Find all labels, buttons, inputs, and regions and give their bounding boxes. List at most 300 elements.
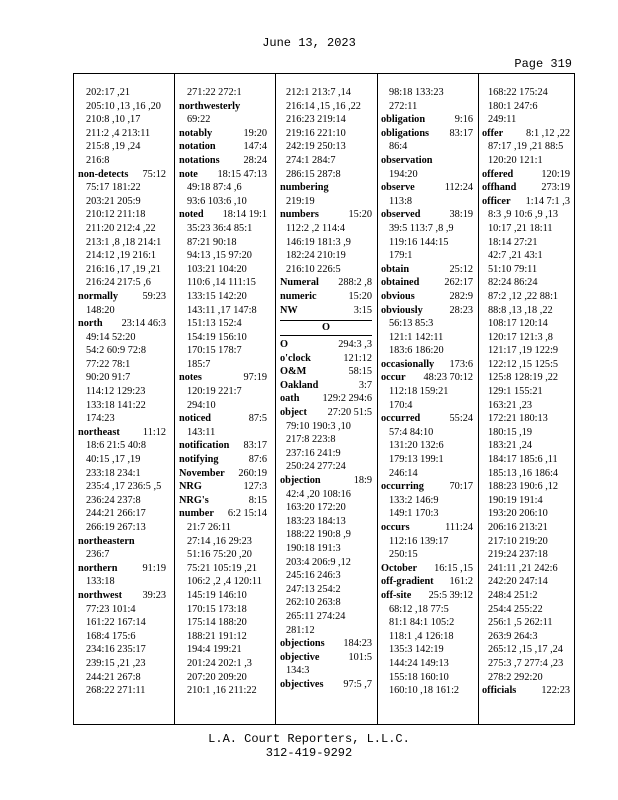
page-line-refs: 18:14 27:21 <box>488 236 538 248</box>
page-number: Page 319 <box>514 57 572 71</box>
index-term: notes <box>179 372 202 384</box>
page-line-refs: 146:19 181:3 ,9 <box>286 236 351 248</box>
page-line-refs: 175:14 188:20 <box>187 617 247 629</box>
index-continuation-line <box>179 317 271 331</box>
index-entry <box>381 575 475 589</box>
index-continuation-line <box>280 433 374 447</box>
index-term: off-site <box>381 589 412 601</box>
index-continuation-line <box>179 195 271 209</box>
page-line-refs: 51:10 79:11 <box>488 263 538 275</box>
page-line-refs: 106:2 ,2 ,4 120:11 <box>187 576 262 588</box>
index-term: objectives <box>280 678 324 690</box>
index-entry <box>280 379 374 393</box>
page-line-refs: 90:20 91:7 <box>86 372 131 384</box>
page-line-refs: 147:4 <box>243 141 267 153</box>
index-term: notifying <box>179 454 219 466</box>
page-line-refs: 193:20 206:10 <box>488 508 548 520</box>
page-line-refs: 249:11 <box>488 114 517 126</box>
page-line-refs: 237:16 241:9 <box>286 447 341 459</box>
index-continuation-line <box>78 208 170 222</box>
page-line-refs: 15:20 <box>348 290 372 302</box>
column-divider <box>478 74 479 724</box>
index-continuation-line <box>482 208 574 222</box>
reporter-name: L.A. Court Reporters, L.L.C. <box>208 732 410 746</box>
index-entry <box>179 507 271 521</box>
index-entry <box>280 678 374 692</box>
index-continuation-line <box>482 344 574 358</box>
page-line-refs: 1:14 7:1 ,3 <box>525 195 570 207</box>
index-term: O&M <box>280 366 307 378</box>
page-line-refs: 194:4 199:21 <box>187 644 242 656</box>
index-continuation-line <box>179 236 271 250</box>
index-continuation-line <box>78 507 170 521</box>
page-line-refs: 242:19 250:13 <box>286 141 346 153</box>
index-continuation-line <box>381 453 475 467</box>
index-continuation-line <box>482 100 574 114</box>
page-line-refs: 272:11 <box>389 100 418 112</box>
index-continuation-line <box>78 86 170 100</box>
index-continuation-line <box>179 331 271 345</box>
index-continuation-line <box>78 480 170 494</box>
index-continuation-line <box>381 249 475 263</box>
column-divider <box>275 74 276 724</box>
index-term: occasionally <box>381 358 435 370</box>
page-line-refs: 111:24 <box>445 522 473 533</box>
page-line-refs: 282:9 <box>449 290 473 302</box>
page-line-refs: 163:20 172:20 <box>286 502 346 514</box>
index-term: O <box>280 339 289 351</box>
index-continuation-line <box>78 140 170 154</box>
page-line-refs: 82:24 86:24 <box>488 277 538 289</box>
index-continuation-line <box>280 222 374 236</box>
index-entry <box>179 371 271 385</box>
index-continuation-line <box>78 575 170 589</box>
index-term: occurring <box>381 481 424 493</box>
page-line-refs: 161:2 <box>449 576 473 588</box>
page-line-refs: 39:5 113:7 ,8 ,9 <box>389 222 454 234</box>
page-line-refs: 188:21 191:12 <box>187 630 247 642</box>
index-entry <box>280 208 374 222</box>
index-continuation-line <box>381 643 475 657</box>
page-line-refs: 15:20 <box>348 209 372 221</box>
index-term: obtained <box>381 277 420 289</box>
page-line-refs: 148:20 <box>86 304 115 316</box>
page-line-refs: 173:6 <box>449 358 473 370</box>
page-line-refs: 174:23 <box>86 413 115 425</box>
index-continuation-line <box>482 467 574 481</box>
page-line-refs: 149:1 170:3 <box>389 508 439 520</box>
page-line-refs: 244:21 267:8 <box>86 671 141 683</box>
index-continuation-line <box>78 331 170 345</box>
index-entry <box>381 113 475 127</box>
page-line-refs: 233:18 234:1 <box>86 467 141 479</box>
index-term: numbering <box>280 182 329 194</box>
index-continuation-line <box>280 263 374 277</box>
page-line-refs: 190:18 191:3 <box>286 543 341 554</box>
page-line-refs: 183:21 ,24 <box>488 440 533 452</box>
index-continuation-line <box>381 603 475 617</box>
index-continuation-line <box>482 412 574 426</box>
index-entry <box>78 168 170 182</box>
index-term: objective <box>280 651 320 663</box>
index-continuation-line <box>179 548 271 562</box>
index-continuation-line <box>78 548 170 562</box>
index-entry <box>381 154 475 168</box>
page-line-refs: 59:23 <box>142 290 166 302</box>
index-continuation-line <box>280 100 374 114</box>
page-line-refs: 275:3 ,7 277:4 ,23 <box>488 657 564 669</box>
index-term: obligation <box>381 114 426 126</box>
page-line-refs: 219:24 237:18 <box>488 549 548 561</box>
page-line-refs: 77:23 101:4 <box>86 603 136 615</box>
index-continuation-line <box>280 154 374 168</box>
index-continuation-line <box>381 507 475 521</box>
index-continuation-line <box>179 181 271 195</box>
page-line-refs: 271:22 272:1 <box>187 87 242 98</box>
index-continuation-line <box>381 140 475 154</box>
page-line-refs: 27:20 51:5 <box>327 407 372 419</box>
index-continuation-line <box>280 195 374 209</box>
page-line-refs: 86:4 <box>389 141 408 153</box>
index-continuation-line <box>280 447 374 461</box>
index-continuation-line <box>482 290 574 304</box>
page-line-refs: 216:14 ,15 ,16 ,22 <box>286 100 361 112</box>
page-line-refs: 185:13 ,16 186:4 <box>488 467 559 479</box>
page-line-refs: 108:17 120:14 <box>488 318 548 330</box>
index-continuation-line <box>280 501 374 515</box>
index-continuation-line <box>482 236 574 250</box>
index-entry <box>381 562 475 576</box>
index-continuation-line <box>381 671 475 685</box>
index-continuation-line <box>78 494 170 508</box>
page-line-refs: 214:12 ,19 216:1 <box>86 250 157 262</box>
page-line-refs: 294:3 ,3 <box>338 339 372 351</box>
page-line-refs: 144:24 149:13 <box>389 657 449 669</box>
index-continuation-line <box>381 222 475 236</box>
page-line-refs: 87:2 ,12 ,22 88:1 <box>488 290 559 302</box>
index-continuation-line <box>179 630 271 644</box>
page-line-refs: 75:17 181:22 <box>86 182 141 194</box>
page-line-refs: 278:2 292:20 <box>488 671 543 683</box>
index-column-3 <box>280 86 374 692</box>
page-line-refs: 262:10 263:8 <box>286 597 341 609</box>
index-continuation-line <box>179 562 271 576</box>
index-continuation-line <box>482 630 574 644</box>
index-continuation-line <box>78 276 170 290</box>
index-entry <box>482 684 574 698</box>
page-line-refs: 241:11 ,21 242:6 <box>488 562 558 574</box>
index-entry <box>179 100 271 114</box>
index-entry <box>179 480 271 494</box>
index-term: object <box>280 407 307 419</box>
index-continuation-line <box>482 480 574 494</box>
page-line-refs: 120:19 221:7 <box>187 386 242 398</box>
index-continuation-line <box>482 331 574 345</box>
index-entry <box>179 412 271 426</box>
index-continuation-line <box>482 657 574 671</box>
index-continuation-line <box>482 507 574 521</box>
index-entry <box>78 317 170 331</box>
page-line-refs: 163:21 ,23 <box>488 399 533 411</box>
index-continuation-line <box>381 399 475 413</box>
page-line-refs: 246:14 <box>389 467 418 479</box>
page-line-refs: 68:12 ,18 77:5 <box>389 603 449 615</box>
index-entry <box>482 181 574 195</box>
page-line-refs: 10:17 ,21 18:11 <box>488 222 553 234</box>
page-line-refs: 268:22 271:11 <box>86 685 146 697</box>
index-term: occurs <box>381 522 410 533</box>
page-line-refs: 8:15 <box>248 494 267 506</box>
index-term: notably <box>179 127 213 139</box>
page-line-refs: 133:18 <box>86 576 115 588</box>
page-line-refs: 48:23 70:12 <box>423 372 473 384</box>
index-continuation-line <box>78 222 170 236</box>
index-continuation-line <box>381 236 475 250</box>
page-line-refs: 266:19 267:13 <box>86 522 146 533</box>
page-line-refs: 58:15 <box>348 366 372 378</box>
index-continuation-line <box>381 168 475 182</box>
page-line-refs: 134:3 <box>286 665 310 677</box>
index-continuation-line <box>482 575 574 589</box>
index-continuation-line <box>179 535 271 549</box>
page-line-refs: 188:23 190:6 ,12 <box>488 481 559 493</box>
page-line-refs: 274:1 284:7 <box>286 154 336 166</box>
index-entry <box>482 195 574 209</box>
index-entry <box>482 168 574 182</box>
index-continuation-line <box>179 358 271 372</box>
index-continuation-line <box>78 671 170 685</box>
page-line-refs: 119:16 144:15 <box>389 236 449 248</box>
index-continuation-line <box>179 399 271 413</box>
page-line-refs: 172:21 180:13 <box>488 413 548 425</box>
index-entry <box>280 304 374 318</box>
index-term: obtain <box>381 263 410 275</box>
index-entry <box>179 127 271 141</box>
index-continuation-line <box>179 385 271 399</box>
index-continuation-line <box>482 276 574 290</box>
page-line-refs: 93:6 103:6 ,10 <box>187 195 247 207</box>
index-continuation-line <box>280 515 374 529</box>
index-entry <box>280 276 374 290</box>
page-line-refs: 151:13 152:4 <box>187 318 242 330</box>
page-line-refs: 143:11 ,17 147:8 <box>187 304 257 316</box>
page-line-refs: 42:7 ,21 43:1 <box>488 250 543 262</box>
page-line-refs: 133:18 141:22 <box>86 399 146 411</box>
index-entry <box>78 535 170 549</box>
page-line-refs: 217:8 223:8 <box>286 434 336 446</box>
index-term: objection <box>280 475 321 487</box>
page-line-refs: 113:8 <box>389 195 413 207</box>
index-continuation-line <box>482 371 574 385</box>
index-continuation-line <box>280 249 374 263</box>
index-continuation-line <box>280 140 374 154</box>
index-entry <box>381 208 475 222</box>
page-line-refs: 42:4 ,20 108:16 <box>286 488 351 500</box>
index-continuation-line <box>280 113 374 127</box>
column-divider <box>174 74 175 724</box>
index-continuation-line <box>78 399 170 413</box>
page-line-refs: 288:2 ,8 <box>338 277 372 289</box>
index-continuation-line <box>179 86 271 100</box>
index-continuation-line <box>179 521 271 535</box>
index-term: off-gradient <box>381 576 434 588</box>
index-column-1 <box>78 86 170 698</box>
index-continuation-line <box>78 371 170 385</box>
index-entry <box>280 290 374 304</box>
page-line-refs: 18:14 19:1 <box>222 209 267 221</box>
index-continuation-line <box>179 426 271 440</box>
index-continuation-line <box>482 521 574 535</box>
page-line-refs: 234:16 235:17 <box>86 644 146 656</box>
index-entry <box>179 453 271 467</box>
index-continuation-line <box>381 344 475 358</box>
index-continuation-line <box>78 263 170 277</box>
index-continuation-line <box>179 249 271 263</box>
index-continuation-line <box>482 249 574 263</box>
page-line-refs: 16:15 ,15 <box>434 562 473 574</box>
page-line-refs: 18:9 <box>353 475 372 487</box>
index-continuation-line <box>78 412 170 426</box>
index-term: NW <box>280 304 298 316</box>
page-line-refs: 180:1 247:6 <box>488 100 538 112</box>
page-line-refs: 81:1 84:1 105:2 <box>389 617 455 629</box>
index-continuation-line <box>482 358 574 372</box>
page-line-refs: 8:3 ,9 10:6 ,9 ,13 <box>488 209 559 221</box>
page-line-refs: 11:12 <box>142 426 166 438</box>
page-line-refs: 160:10 ,18 161:2 <box>389 685 460 697</box>
index-continuation-line <box>381 684 475 698</box>
page-line-refs: 248:4 251:2 <box>488 589 538 601</box>
index-term: noticed <box>179 413 212 425</box>
index-continuation-line <box>482 86 574 100</box>
index-term: notification <box>179 440 230 452</box>
index-continuation-line <box>78 603 170 617</box>
index-continuation-line <box>280 236 374 250</box>
page-line-refs: 254:4 255:22 <box>488 603 543 615</box>
index-term: officials <box>482 685 517 697</box>
page-line-refs: 121:12 <box>343 352 372 364</box>
page-line-refs: 190:19 191:4 <box>488 494 543 506</box>
page-line-refs: 51:16 75:20 ,20 <box>187 549 252 561</box>
page-line-refs: 40:15 ,17 ,19 <box>86 454 141 466</box>
index-continuation-line <box>482 453 574 467</box>
index-entry <box>179 439 271 453</box>
page-line-refs: 286:15 287:8 <box>286 168 341 180</box>
index-entry <box>179 467 271 481</box>
section-letter-divider: O <box>280 320 372 336</box>
index-continuation-line <box>78 453 170 467</box>
index-continuation-line <box>78 154 170 168</box>
page-line-refs: 121:17 ,19 122:9 <box>488 345 559 357</box>
page-line-refs: 57:4 84:10 <box>389 426 434 438</box>
index-continuation-line <box>381 535 475 549</box>
page-line-refs: 131:20 132:6 <box>389 440 444 452</box>
page-line-refs: 112:24 <box>444 182 473 194</box>
index-term: objections <box>280 638 325 650</box>
index-entry <box>78 426 170 440</box>
page-line-refs: 211:2 ,4 213:11 <box>86 127 151 139</box>
index-continuation-line <box>78 181 170 195</box>
page-line-refs: 70:17 <box>449 481 473 493</box>
page-line-refs: 87:21 90:18 <box>187 236 237 248</box>
page-line-refs: 194:20 <box>389 168 418 180</box>
page-line-refs: 203:4 206:9 ,12 <box>286 556 351 568</box>
index-term: October <box>381 562 418 574</box>
index-continuation-line <box>381 630 475 644</box>
page-line-refs: 145:19 146:10 <box>187 589 247 601</box>
page-line-refs: 112:16 139:17 <box>389 535 449 547</box>
page-date: June 13, 2023 <box>262 36 356 50</box>
index-entry <box>381 412 475 426</box>
index-continuation-line <box>78 358 170 372</box>
page-line-refs: 101:5 <box>348 651 372 663</box>
page-line-refs: 210:8 ,10 ,17 <box>86 114 141 126</box>
page-line-refs: 185:7 <box>187 358 211 370</box>
page-line-refs: 6:2 15:14 <box>227 508 267 520</box>
index-term: offered <box>482 168 514 180</box>
index-continuation-line <box>179 290 271 304</box>
index-continuation-line <box>482 304 574 318</box>
page-line-refs: 21:7 26:11 <box>187 522 231 533</box>
page-line-refs: 219:19 <box>286 195 315 207</box>
page-line-refs: 210:1 ,16 211:22 <box>187 685 257 697</box>
index-continuation-line <box>381 195 475 209</box>
page-line-refs: 179:13 199:1 <box>389 454 444 466</box>
index-term: occurred <box>381 413 421 425</box>
index-continuation-line <box>482 548 574 562</box>
page-line-refs: 25:5 39:12 <box>428 589 473 601</box>
index-continuation-line <box>381 426 475 440</box>
page-line-refs: 244:21 266:17 <box>86 508 146 520</box>
index-column-2 <box>179 86 271 698</box>
page-line-refs: 247:13 254:2 <box>286 583 341 595</box>
page-line-refs: 155:18 160:10 <box>389 671 449 683</box>
index-continuation-line <box>280 610 374 624</box>
index-term: noted <box>179 209 204 221</box>
index-term: offhand <box>482 182 517 194</box>
page-line-refs: 23:14 46:3 <box>121 318 166 330</box>
page-line-refs: 212:1 213:7 ,14 <box>286 87 351 98</box>
page-line-refs: 125:8 128:19 ,22 <box>488 372 559 384</box>
page-line-refs: 161:22 167:14 <box>86 617 146 629</box>
index-continuation-line <box>482 222 574 236</box>
index-term: obvious <box>381 290 415 302</box>
index-entry <box>381 181 475 195</box>
index-entry <box>381 290 475 304</box>
index-term: o'clock <box>280 352 311 364</box>
page-line-refs: 83:17 <box>243 440 267 452</box>
index-entry <box>280 651 374 665</box>
page-line-refs: 25:12 <box>449 263 473 275</box>
index-continuation-line <box>482 494 574 508</box>
index-continuation-line <box>482 439 574 453</box>
page-line-refs: 250:24 277:24 <box>286 461 346 473</box>
index-term: obviously <box>381 304 423 316</box>
page-line-refs: 294:10 <box>187 399 216 411</box>
index-term: number <box>179 508 214 520</box>
index-entry <box>179 208 271 222</box>
index-continuation-line <box>78 439 170 453</box>
page-line-refs: 69:22 <box>187 114 211 126</box>
index-term: observed <box>381 209 421 221</box>
index-continuation-line <box>482 643 574 657</box>
index-term: NRG <box>179 481 202 493</box>
page-line-refs: 98:18 133:23 <box>389 87 444 98</box>
page-line-refs: 236:7 <box>86 549 110 561</box>
page-line-refs: 87:6 <box>248 454 267 466</box>
page-line-refs: 236:24 237:8 <box>86 494 141 506</box>
index-continuation-line <box>280 569 374 583</box>
